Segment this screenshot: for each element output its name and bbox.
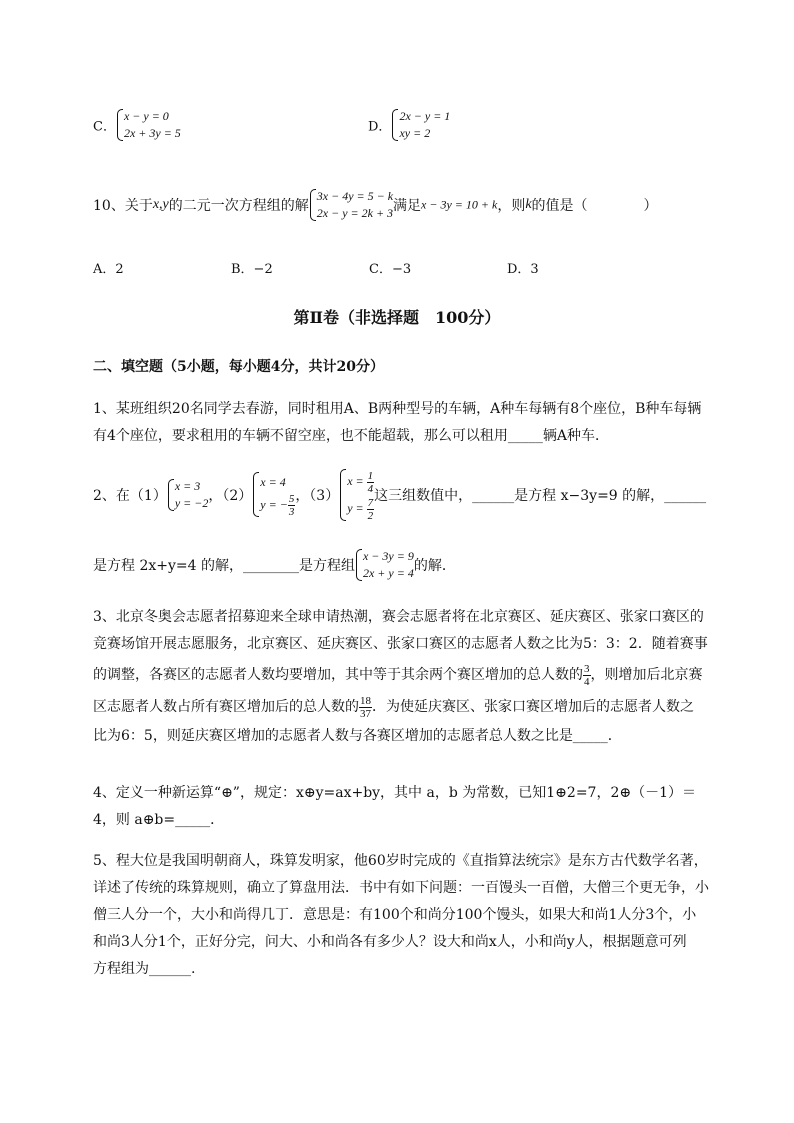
- question-1: [93, 396, 743, 450]
- question-line: 4、定义一种新运算“⊕”，规定：x⊕y=ax+by，其中 a，b 为常数，已知1⊕2=7，2⊕（－1）＝: [93, 785, 696, 801]
- equation-system: [116, 108, 181, 142]
- question-line: 3、北京冬奥会志愿者招募迎来全球申请热潮，赛会志愿者将在北京赛区、延庆赛区、张家口赛区的: [93, 609, 704, 625]
- equation-system-2: [252, 471, 295, 518]
- question-text: ，则: [497, 198, 526, 214]
- equation: xy = 2: [399, 126, 431, 140]
- math-vars: x,y: [152, 197, 169, 212]
- question-10: [93, 188, 658, 222]
- question-2-line-2: [93, 548, 456, 582]
- denominator: 4: [584, 676, 590, 688]
- question-text: 的解．: [413, 558, 456, 574]
- equation: 2x + y = 4: [362, 566, 414, 580]
- math-var-k: k: [525, 197, 532, 212]
- equation: x − y = 0: [123, 109, 169, 123]
- condition-equation: x − 3y = 10 + k: [421, 197, 498, 212]
- question-line: [93, 662, 743, 690]
- question-line: 竞赛场馆开展志愿服务，北京赛区、延庆赛区、张家口赛区的志愿者人数之比为5：3：2．随着赛事: [93, 636, 708, 652]
- question-2: [93, 468, 706, 522]
- question-5: [93, 848, 743, 983]
- equation-text: y = −: [260, 497, 288, 512]
- question-line: 僧三人分一个，大小和尚得几丁．意思是：有100个和尚分100个馒头，如果大和尚1人分3个，小: [93, 907, 697, 923]
- question-line: 4，则 a⊕b=_____．: [93, 812, 225, 828]
- question-text: ，（3）: [295, 487, 340, 504]
- question-4: [93, 780, 743, 834]
- denominator: 3: [288, 506, 295, 519]
- equation-text: y =: [347, 500, 367, 515]
- q9-option-d[interactable]: [368, 108, 450, 142]
- numerator: 5: [288, 493, 295, 506]
- question-text: 10、关于: [93, 198, 153, 214]
- option-label: D．: [368, 119, 392, 135]
- numerator: 3: [584, 663, 590, 675]
- question-text: 的调整，各赛区的志愿者人数均要增加，其中等于其余两个赛区增加的总人数的: [93, 667, 583, 683]
- numerator: 18: [360, 694, 371, 707]
- equation: [347, 468, 374, 495]
- question-text: 2、在（1）: [93, 487, 167, 504]
- equation-text: x =: [347, 474, 367, 488]
- equation-system-4: [355, 548, 414, 582]
- question-text: ，则增加后北京赛: [590, 667, 703, 683]
- equation-system-1: [167, 478, 209, 512]
- question-line: 详述了传统的珠算规则，确立了算盘用法．书中有如下问题：一百馒头一百僧，大僧三个更无争，小: [93, 880, 709, 896]
- question-text: 的值是（ ）: [531, 198, 658, 214]
- section-heading: 二、填空题（5小题，每小题4分，共计20分）: [93, 359, 384, 375]
- equation-system-3: [339, 468, 374, 522]
- equation: 2x + 3y = 5: [123, 126, 181, 140]
- equation: x = 3: [174, 478, 201, 493]
- equation: 2x − y = 2k + 3: [316, 206, 394, 220]
- part-title: 第Ⅱ卷（非选择题 100分）: [293, 308, 501, 327]
- q10-option-b[interactable]: B．−2: [231, 262, 273, 277]
- question-line: 方程组为______.: [93, 961, 196, 977]
- question-text: ．为使延庆赛区、张家口赛区增加后的志愿者人数之: [372, 698, 694, 715]
- question-text: 这三组数值中，______是方程 x−3y=9 的解，______: [374, 487, 707, 504]
- fraction: [367, 497, 375, 522]
- question-text: 是方程 2x+y=4 的解，________是方程组: [93, 558, 355, 574]
- equation: 2x − y = 1: [399, 109, 451, 123]
- question-text: 满足: [393, 198, 422, 214]
- question-line: 有4个座位，要求租用的车辆不留空座，也不能超载，那么可以租用_____辆A种车．: [93, 428, 610, 444]
- q10-option-a[interactable]: A．2: [93, 262, 124, 277]
- q10-option-c[interactable]: C．−3: [369, 262, 412, 277]
- question-text: 的二元一次方程组的解: [168, 198, 309, 214]
- question-text: ，（2）: [208, 487, 253, 504]
- equation: [347, 495, 374, 522]
- question-line: 和尚3人分1个，正好分完，问大、小和尚各有多少人？设大和尚x人，小和尚y人，根据题意可列: [93, 934, 687, 950]
- equation-system: [309, 188, 393, 222]
- question-text: 区志愿者人数占所有赛区增加后的总人数的: [93, 698, 359, 715]
- equation: x = 4: [260, 475, 286, 490]
- question-3: [93, 604, 743, 750]
- q10-option-d[interactable]: D．3: [507, 262, 539, 277]
- equation-system: [391, 108, 450, 142]
- q9-option-c[interactable]: [93, 108, 181, 142]
- option-label: C．: [93, 119, 116, 135]
- denominator: 2: [367, 509, 374, 522]
- question-line: 比为6：5，则延庆赛区增加的志愿者人数与各赛区增加的志愿者总人数之比是_____．: [93, 728, 622, 744]
- equation: 3x − 4y = 5 − k: [316, 189, 394, 203]
- equation: y = −2: [174, 495, 209, 510]
- denominator: 4: [367, 482, 374, 495]
- fraction: [288, 493, 296, 518]
- fraction: [583, 663, 591, 688]
- numerator: 7: [367, 496, 374, 509]
- question-line: 1、某班组织20名同学去春游，同时租用A、B两种型号的车辆，A种车每辆有8个座位，B种车每辆: [93, 401, 702, 417]
- equation: [260, 493, 295, 518]
- denominator: 37: [360, 707, 371, 720]
- equation: x − 3y = 9: [362, 549, 414, 563]
- question-line: 5、程大位是我国明朝商人，珠算发明家，他60岁时完成的《直指算法统宗》是东方古代数学名著，: [93, 853, 708, 869]
- fraction: [367, 470, 375, 495]
- question-line: [93, 694, 743, 722]
- fraction: [359, 695, 372, 720]
- numerator: 1: [367, 469, 374, 482]
